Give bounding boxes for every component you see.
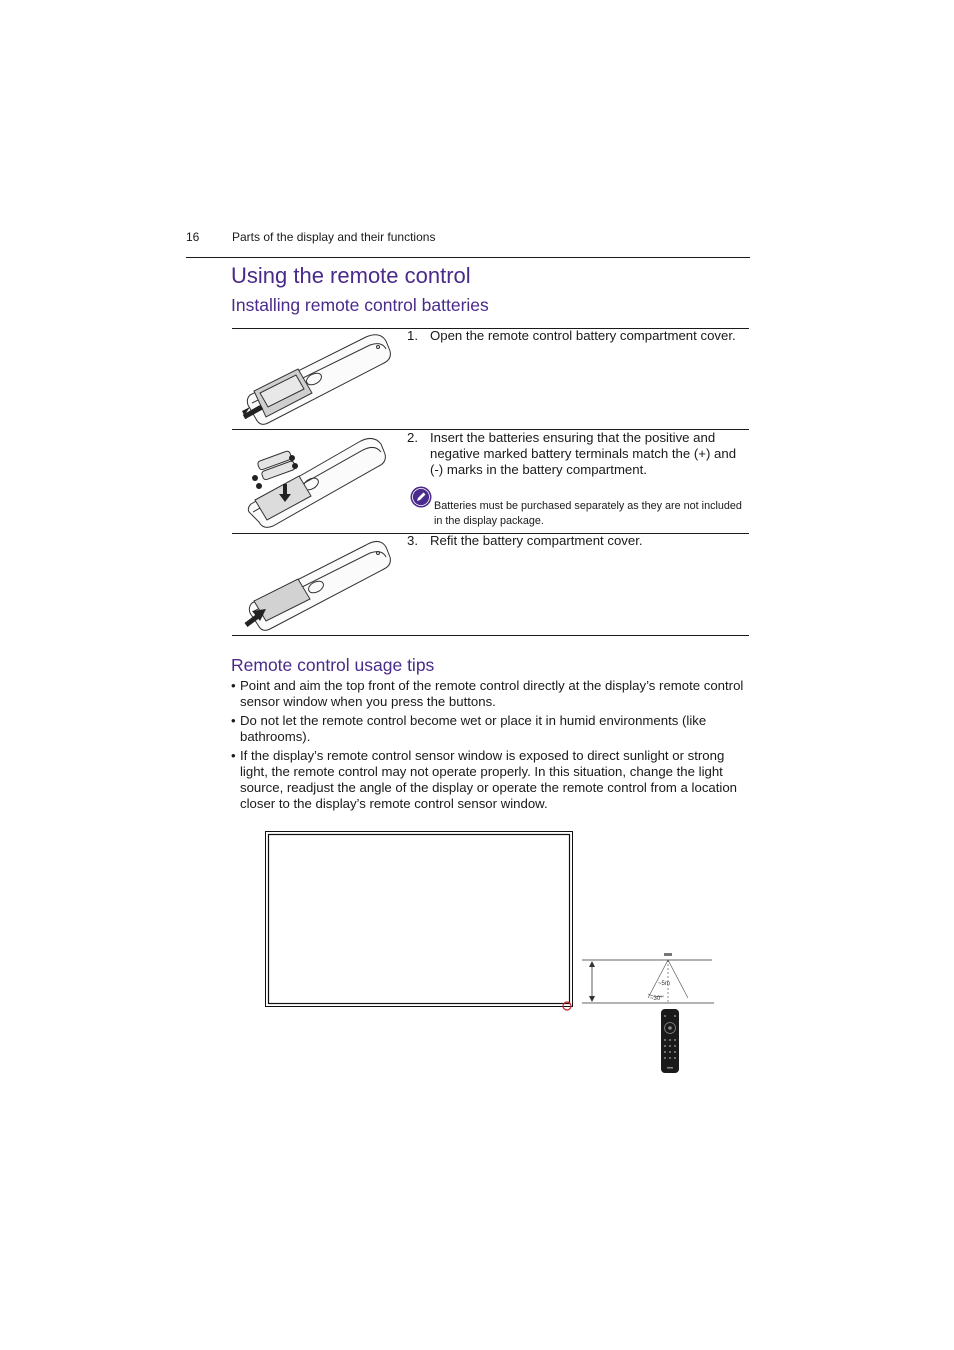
sensor-icon	[664, 953, 672, 956]
table-rule-bottom	[232, 635, 749, 636]
tip-text: Do not let the remote control become wet or place it in humid environments (like bathrooms).	[240, 713, 707, 744]
header-rule	[186, 257, 750, 258]
remote-insert-batteries-illustration	[245, 434, 390, 530]
bullet: •	[231, 748, 236, 763]
section-heading-batteries: Installing remote control batteries	[231, 295, 489, 315]
step-2-text: Insert the batteries ensuring that the positive and negative marked battery terminals match the (+) and (-) marks in the battery compartment.	[430, 430, 737, 477]
step-1	[407, 328, 747, 344]
tip-text: If the display’s remote control sensor window is exposed to direct sunlight or strong light, the remote control may not operate properly. In this situation, change the light source, readjust the angle of the display or operate the remote control from a location closer to the display’s remote control sensor window.	[240, 748, 738, 811]
tip-text: Point and aim the top front of the remote control directly at the display’s remote control sensor window when you press the buttons.	[240, 678, 744, 709]
note-pencil-icon	[410, 486, 432, 508]
step-3	[407, 533, 747, 549]
remote-open-cover-illustration	[238, 333, 396, 425]
step-3-text: Refit the battery compartment cover.	[430, 533, 643, 548]
remote-refit-cover-illustration	[240, 539, 396, 631]
tips-list	[231, 678, 749, 815]
running-header: Parts of the display and their functions	[232, 230, 436, 244]
bullet: •	[231, 713, 236, 728]
page-title: Using the remote control	[231, 263, 471, 288]
step-2-number: 2.	[407, 430, 418, 445]
battery-note: Batteries must be purchased separately as they are not included in the display package.	[434, 500, 742, 527]
section-heading-tips: Remote control usage tips	[231, 655, 435, 675]
angle-label: ~30°	[650, 996, 663, 1002]
page-number: 16	[186, 230, 200, 244]
distance-label: ~5m	[658, 981, 670, 987]
list-item	[231, 713, 749, 745]
remote-range-diagram	[260, 826, 720, 1078]
bullet: •	[231, 678, 236, 693]
list-item	[231, 678, 749, 710]
step-2	[407, 430, 747, 478]
remote-control-icon	[661, 1009, 679, 1073]
step-1-number: 1.	[407, 328, 418, 343]
step-1-text: Open the remote control battery compartment cover.	[430, 328, 736, 343]
display-outline	[266, 832, 573, 1007]
list-item	[231, 748, 749, 812]
step-3-number: 3.	[407, 533, 418, 548]
